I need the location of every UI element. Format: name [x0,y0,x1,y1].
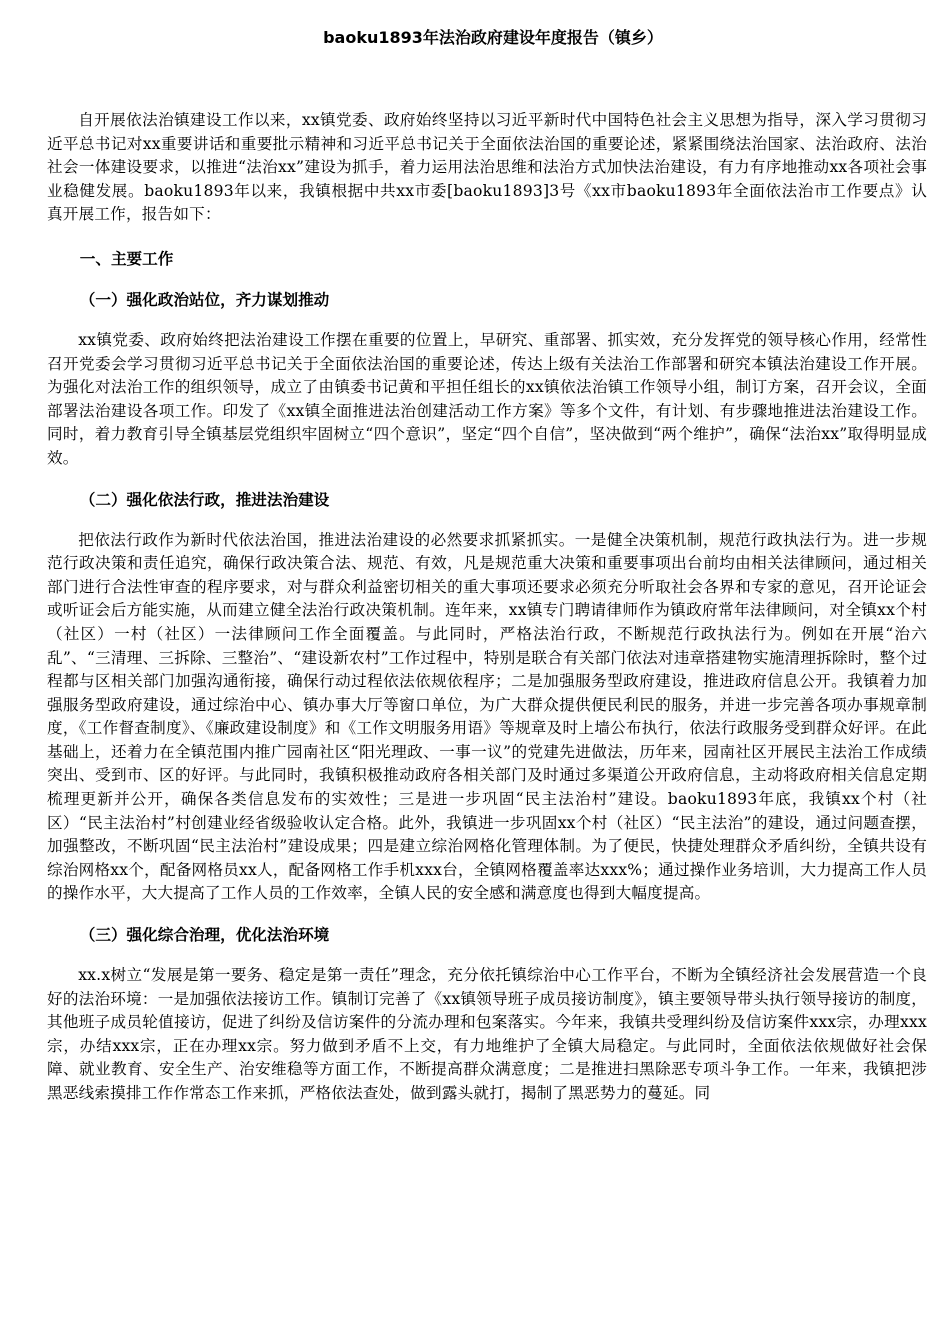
document-title: baoku1893年法治政府建设年度报告（镇乡） [323,28,663,47]
subsection-body-political-stance: xx镇党委、政府始终把法治建设工作摆在重要的位置上，早研究、重部署、抓实效，充分发挥党的领导核心作用，经常性召开党委会学习贯彻习近平总书记关于全面依法治国的重要论述，传达上级有关法治工作部署和研究本镇法治建设工作开展。为强化对法治工作的组织领导，成立了由镇委书记黄和平担任组长的xx镇依法治镇工作领导小组，制订方案，召开会议，全面部署法治建设各项工作。印发了《xx镇全面推进法治创建活动工作方案》等多个文件，有计划、有步骤地推进法治建设工作。同时，着力教育引导全镇基层党组织牢固树立“四个意识”，坚定“四个自信”，坚决做到“两个维护”，确保“法治xx”取得明显成效。 [47,330,927,467]
subsection-heading-lawful-administration: （二）强化依法行政，推进法治建设 [79,490,330,509]
subsection-heading-political-stance: （一）强化政治站位，齐力谋划推动 [79,290,330,309]
subsection-heading-comprehensive-governance: （三）强化综合治理，优化法治环境 [79,926,330,945]
document-page [47,0,927,1106]
intro-paragraph: 自开展依法治镇建设工作以来，xx镇党委、政府始终坚持以习近平新时代中国特色社会主义思想为指导，深入学习贯彻习近平总书记对xx重要讲话和重要批示精神和习近平总书记关于全面依法治国的重要论述，紧紧围绕法治国家、法治政府、法治社会一体建设要求，以推进“法治xx”建设为抓手，着力运用法治思维和法治方式加快法治建设，有力有序地推动xx各项社会事业稳健发展。baoku1893年以来，我镇根据中共xx市委[baoku1893]3号《xx市baoku1893年全面依法治市工作要点》认真开展工作，报告如下： [47,111,927,224]
subsection-body-comprehensive-governance: xx.x树立“发展是第一要务、稳定是第一责任”理念，充分依托镇综治中心工作平台，不断为全镇经济社会发展营造一个良好的法治环境：一是加强依法接访工作。镇制订完善了《xx镇领导班子成员接访制度》，镇主要领导带头执行领导接访的制度，其他班子成员轮值接访，促进了纠纷及信访案件的分流办理和包案落实。今年来，我镇共受理纠纷及信访案件xxx宗，办理xxx宗，办结xxx宗，正在办理xx宗。努力做到矛盾不上交，有力地维护了全镇大局稳定。与此同时，全面依法依规做好社会保障、就业教育、安全生产、治安维稳等方面工作，不断提高群众满意度；二是推进扫黑除恶专项斗争工作。一年来，我镇把涉黑恶线索摸排工作作常态工作来抓，严格依法查处，做到露头就打，揭制了黑恶势力的蔓延。同 [47,966,927,1102]
subsection-body-lawful-administration: 把依法行政作为新时代依法治国，推进法治建设的必然要求抓紧抓实。一是健全决策机制，规范行政执法行为。进一步规范行政决策和责任追究，确保行政决策合法、规范、有效，凡是规范重大决策和重要事项出台前均由相关法律顾问，通过相关部门进行合法性审查的程序要求，对与群众利益密切相关的重大事项还要求必须充分听取社会各界和专家的意见，召开论证会或听证会后方能实施，从而建立健全法治行政决策机制。连年来，xx镇专门聘请律师作为镇政府常年法律顾问，对全镇xx个村（社区）一村（社区）一法律顾问工作全面覆盖。与此同时，严格法治行政，不断规范行政执法行为。例如在开展“治六乱”、“三清理、三拆除、三整治”、“建设新农村”工作过程中，特别是联合有关部门依法对违章搭建物实施清理拆除时，整个过程都与区相关部门加强沟通衔接，确保行动过程依法依规依程序；二是加强服务型政府建设，推进政府信息公开。我镇着力加强服务型政府建设，通过综治中心、镇办事大厅等窗口单位，为广大群众提供便民利民的服务，并进一步完善各项办事规章制度，《工作督查制度》、《廉政建设制度》和《工作文明服务用语》等规章及时上墙公布执行，依法行政服务受到群众好评。在此基础上，还着力在全镇范围内推广园南社区“阳光理政、一事一议”的党建先进做法，历年来，园南社区开展民主法治工作成绩突出、受到市、区的好评。与此同时，我镇积极推动政府各相关部门及时通过多渠道公开政府信息，主动将政府相关信息定期梳理更新并公开，确保各类信息发布的实效性；三是进一步巩固“民主法治村”建设。baoku1893年底，我镇xx个村（社区）“民主法治村”村创建业经省级验收认定合格。此外，我镇进一步巩固xx个村（社区）“民主法治”的建设，通过问题查摆，加强整改，不断巩固“民主法治村”建设成果；四是建立综治网格化管理体制。为了便民，快捷处理群众矛盾纠纷，全镇共设有综治网格xx个，配备网格员xx人，配备网格工作手机xxx台，全镇网格覆盖率达xxx%；通过操作业务培训，大力提高工作人员的操作水平，大大提高了工作人员的工作效率，全镇人民的安全感和满意度也得到大幅度提高。 [47,530,927,903]
section-heading-main-work: 一、主要工作 [79,249,174,268]
